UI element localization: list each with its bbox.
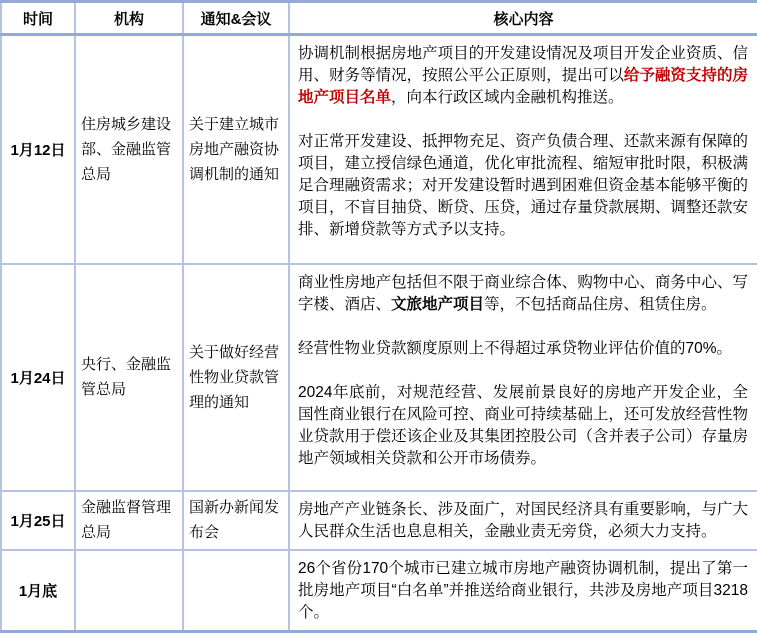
table-row [1,491,757,550]
text-run: 2024年底前，对规范经营、发展前景良好的房地产开发企业，全国性商业银行在风险可控、商业可持续基础上，还可发放经营性物业贷款用于偿还该企业及其集团控股公司（含并表子公司）存量房地产领域相关贷款和公开市场债券。 [298,383,748,467]
text-run: ，向本行政区域内金融机构推送。 [391,89,624,106]
content-cell [289,550,757,632]
org-cell [75,550,183,632]
notice-cell: 关于建立城市房地产融资协调机制的通知 [183,35,289,264]
content-paragraph [298,338,748,360]
table-row [1,264,757,491]
text-run: 26个省份170个城市已建立城市房地产融资协调机制，提出了第一批房地产项目“白名单”并推送给商业银行，共涉及房地产项目3218个。 [298,559,748,621]
header-core-content: 核心内容 [289,2,757,35]
notice-cell [183,550,289,632]
content-paragraph [298,272,748,316]
content-paragraph [298,558,748,624]
text-run: 房地产产业链条长、涉及面广，对国民经济具有重要影响，与广大人民群众生活也息息相关，金融业责无旁贷，必须大力支持。 [298,500,748,540]
notice-cell: 国新办新闻发布会 [183,491,289,550]
content-paragraph [298,43,748,109]
content-paragraph [298,382,748,470]
notice-cell: 关于做好经营性物业贷款管理的通知 [183,264,289,491]
text-run: 经营性物业贷款额度原则上不得超过承贷物业评估价值的70%。 [298,339,733,357]
time-cell: 1月底 [1,550,75,632]
header-notice: 通知&会议 [183,2,289,35]
content-cell [289,264,757,491]
text-run: 商业性房地产包括但不限于商业综合体、购物中心、商务中心、写字楼、酒店、 [298,273,748,313]
content-paragraph [298,131,748,241]
org-cell: 住房城乡建设部、金融监管总局 [75,35,183,264]
content-cell [289,491,757,550]
time-cell: 1月25日 [1,491,75,550]
header-org: 机构 [75,2,183,35]
content-paragraph [298,499,748,543]
header-row [1,2,757,35]
org-cell: 金融监督管理总局 [75,491,183,550]
header-time: 时间 [1,2,75,35]
highlight-red-run: 给予融资支持的房地产项目名单 [298,67,748,106]
time-cell: 1月12日 [1,35,75,264]
table-row [1,35,757,264]
time-cell: 1月24日 [1,264,75,491]
text-run: 协调机制根据房地产项目的开发建设情况及项目开发企业资质、信用、财务等情况，按照公平公正原则，提出可以 [298,45,748,84]
text-run: 等，不包括商品住房、租赁住房。 [484,295,717,313]
table-row [1,550,757,632]
bold-run: 文旅地产项目 [391,295,485,313]
org-cell: 央行、金融监管总局 [75,264,183,491]
text-run: 对正常开发建设、抵押物充足、资产负债合理、还款来源有保障的项目，建立授信绿色通道，优化审批流程、缩短审批时限，积极满足合理融资需求；对开发建设暂时遇到困难但资金基本能够平衡的项目，不盲目抽贷、断贷、压贷，通过存量贷款展期、调整还款安排、新增贷款等方式予以支持。 [298,133,748,238]
content-cell [289,35,757,264]
